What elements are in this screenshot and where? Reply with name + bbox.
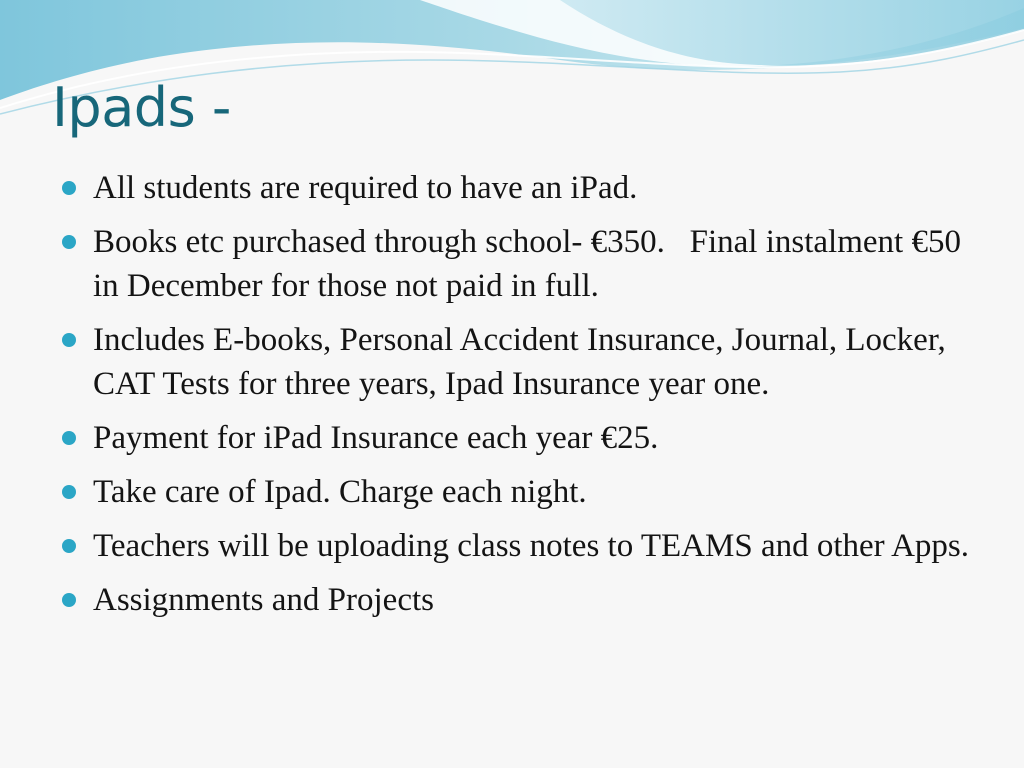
bullet-item — [60, 416, 980, 460]
bullet-item — [60, 166, 980, 210]
bullet-text: Assignments and Projects — [93, 582, 434, 618]
bullet-item — [60, 470, 980, 514]
bullet-list — [60, 166, 980, 632]
bullet-text: Books etc purchased through school- €350. Final instalment €50 in December for those not paid in full. — [93, 224, 970, 304]
bullet-item — [60, 578, 980, 622]
bullet-item — [60, 220, 980, 308]
bullet-text: Includes E-books, Personal Accident Insurance, Journal, Locker, CAT Tests for three years, Ipad Insurance year one. — [93, 322, 946, 402]
bullet-dot-icon — [62, 485, 76, 499]
bullet-dot-icon — [62, 539, 76, 553]
bullet-dot-icon — [62, 181, 76, 195]
bullet-dot-icon — [62, 431, 76, 445]
bullet-dot-icon — [62, 235, 76, 249]
bullet-text: Payment for iPad Insurance each year €25. — [93, 420, 659, 456]
bullet-text: All students are required to have an iPad. — [93, 170, 638, 206]
bullet-item — [60, 524, 980, 568]
bullet-dot-icon — [62, 333, 76, 347]
slide-title: Ipads - — [52, 76, 231, 139]
bullet-text: Take care of Ipad. Charge each night. — [93, 474, 587, 510]
bullet-item — [60, 318, 980, 406]
bullet-text: Teachers will be uploading class notes to TEAMS and other Apps. — [93, 528, 970, 564]
bullet-dot-icon — [62, 593, 76, 607]
